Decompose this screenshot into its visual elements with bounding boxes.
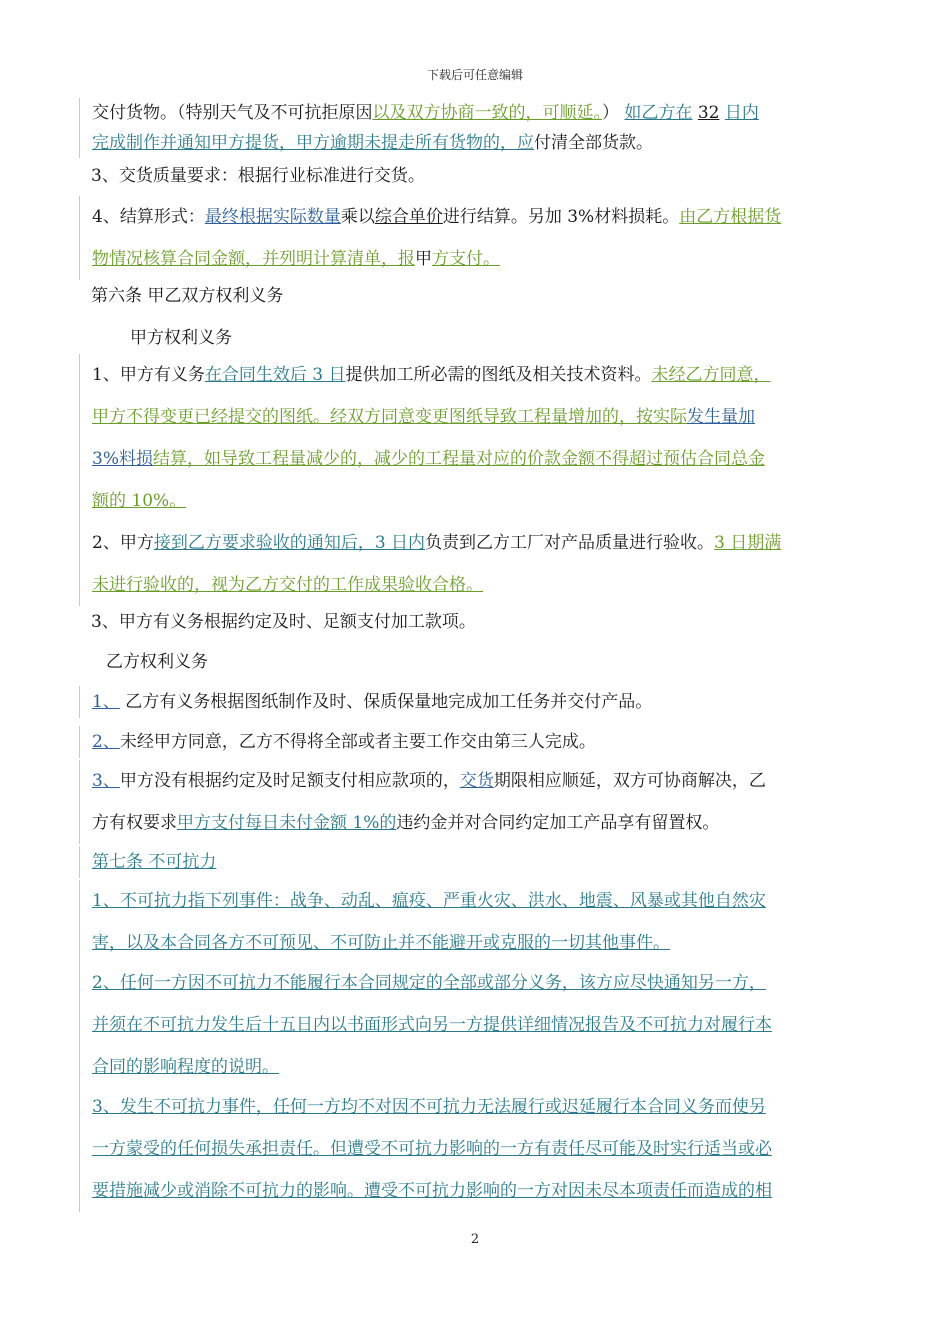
text-line: 2、任何一方因不可抗力不能履行本合同规定的全部或部分义务，该方应尽快通知另一方， — [92, 973, 766, 993]
text-line: 1、甲方有义务在合同生效后 3 日提供加工所必需的图纸及相关技术资料。未经乙方同意， — [92, 365, 771, 385]
party-a-heading: 甲方权利义务 — [130, 328, 232, 348]
text-line: 未进行验收的，视为乙方交付的工作成果验收合格。 — [92, 575, 483, 595]
text-line: 甲方不得变更已经提交的图纸。经双方同意变更图纸导致工程量增加的，按实际发生量加 — [92, 407, 755, 427]
text-line: 交付货物。（特别天气及不可抗拒原因以及双方协商一致的，可顺延。） 如乙方在 32 日内 — [92, 103, 759, 123]
text-line: 合同的影响程度的说明。 — [92, 1057, 279, 1077]
text-line: 害，以及本合同各方不可预见、不可防止并不能避开或克服的一切其他事件。 — [92, 933, 670, 953]
party-b-heading: 乙方权利义务 — [106, 652, 208, 672]
text-line: 要措施减少或消除不可抗力的影响。遭受不可抗力影响的一方对因未尽本项责任而造成的相 — [92, 1181, 772, 1201]
party-b-clause-2 — [79, 726, 862, 758]
party-a-clause-3: 3、甲方有义务根据约定及时、足额支付加工款项。 — [91, 612, 476, 632]
party-b-clause-3 — [79, 760, 862, 844]
text-line: 2、甲方接到乙方要求验收的通知后，3 日内负责到乙方工厂对产品质量进行验收。3 日期满 — [92, 533, 782, 553]
party-a-clause-1 — [79, 354, 862, 522]
text-line: 4、结算形式：最终根据实际数量乘以综合单价进行结算。另加 3%材料损耗。由乙方根据货 — [92, 207, 782, 227]
text-line: 方有权要求甲方支付每日未付金额 1%的违约金并对合同约定加工产品享有留置权。 — [92, 813, 720, 833]
text-line: 1、 乙方有义务根据图纸制作及时、保质保量地完成加工任务并交付产品。 — [92, 692, 653, 712]
text-line: 一方蒙受的任何损失承担责任。但遭受不可抗力影响的一方有责任尽可能及时实行适当或必 — [92, 1139, 772, 1159]
delivery-paragraph — [79, 98, 862, 158]
text-line: 3、发生不可抗力事件，任何一方均不对因不可抗力无法履行或迟延履行本合同义务而使另 — [92, 1097, 766, 1117]
text-line: 物情况核算合同金额，并列明计算清单，报甲方支付。 — [92, 249, 500, 269]
text-line: 1、不可抗力指下列事件：战争、动乱、瘟疫、严重火灾、洪水、地震、风暴或其他自然灾 — [92, 891, 766, 911]
party-a-clause-2 — [79, 522, 862, 606]
page-header: 下载后可任意编辑 — [426, 68, 523, 82]
force-majeure-clause-1 — [79, 880, 862, 964]
page-number: 2 — [470, 1232, 480, 1247]
force-majeure-clause-2 — [79, 962, 862, 1088]
party-b-clause-1 — [79, 686, 862, 718]
force-majeure-clause-3 — [79, 1086, 862, 1212]
text-line: 2、未经甲方同意，乙方不得将全部或者主要工作交由第三人完成。 — [92, 732, 596, 752]
settlement-paragraph — [79, 196, 862, 280]
article-6-heading: 第六条 甲乙双方权利义务 — [91, 286, 284, 306]
text-line: 并须在不可抗力发生后十五日内以书面形式向另一方提供详细情况报告及不可抗力对履行本 — [92, 1015, 772, 1035]
text-line: 3、甲方没有根据约定及时足额支付相应款项的，交货期限相应顺延，双方可协商解决，乙 — [92, 771, 766, 791]
text-line: 第七条 不可抗力 — [92, 852, 217, 872]
text-line: 额的 10%。 — [92, 491, 187, 511]
text-line: 完成制作并通知甲方提货，甲方逾期未提走所有货物的，应付清全部货款。 — [92, 133, 653, 153]
article-7-heading — [79, 846, 862, 878]
text-line: 3%料损结算，如导致工程量减少的，减少的工程量对应的价款金额不得超过预估合同总金 — [92, 449, 765, 469]
quality-requirement: 3、交货质量要求：根据行业标准进行交货。 — [91, 166, 425, 186]
